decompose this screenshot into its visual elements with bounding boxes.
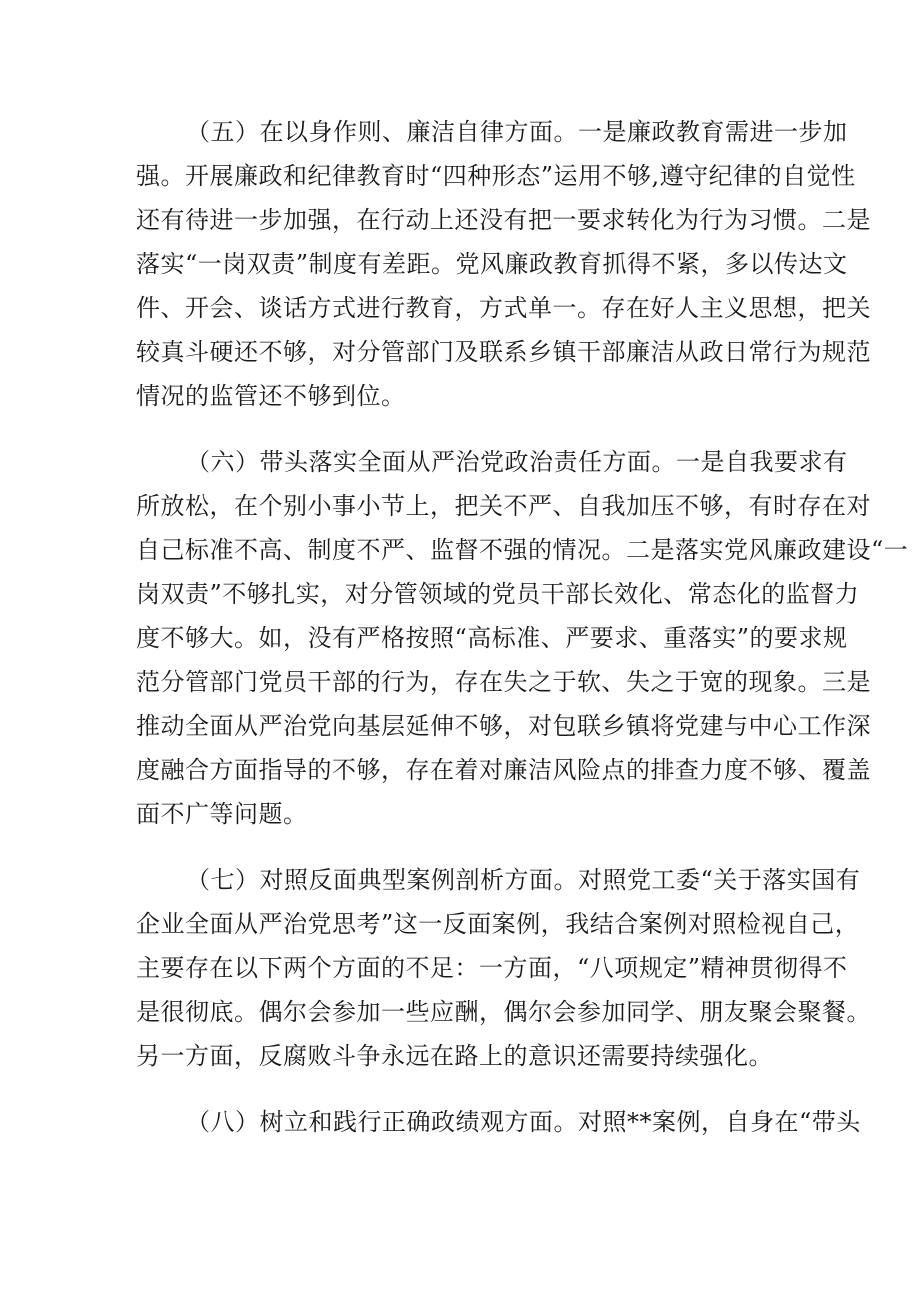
paragraph-spacer xyxy=(136,418,792,440)
paragraph-line: 面不广等问题。 xyxy=(136,800,308,828)
document-body xyxy=(136,110,909,1144)
paragraph-5 xyxy=(136,110,871,418)
paragraph-line: 企业全面从严治党思考”这一反面案例，我结合案例对照检视自己， xyxy=(136,910,860,938)
paragraph-8 xyxy=(136,1100,861,1144)
paragraph-line: 较真斗硬还不够，对分管部门及联系乡镇干部廉洁从政日常行为规范 xyxy=(136,338,871,366)
paragraph-line: 度融合方面指导的不够，存在着对廉洁风险点的排查力度不够、覆盖 xyxy=(136,756,871,784)
paragraph-7 xyxy=(136,858,871,1078)
paragraph-line: 强。开展廉政和纪律教育时“四种形态”运用不够,遵守纪律的自觉性 xyxy=(136,162,856,190)
paragraph-line: （七）对照反面典型案例剖析方面。对照党工委“关于落实国有 xyxy=(186,866,861,894)
paragraph-line: 度不够大。如，没有严格按照“高标准、严要求、重落实”的要求规 xyxy=(136,624,848,652)
paragraph-line: 还有待进一步加强，在行动上还没有把一要求转化为行为习惯。二是 xyxy=(136,206,871,234)
paragraph-line: 自己标准不高、制度不严、监督不强的情况。二是落实党风廉政建设“一 xyxy=(136,536,909,564)
paragraph-line: 情况的监管还不够到位。 xyxy=(136,382,406,410)
paragraph-spacer xyxy=(136,836,792,858)
paragraph-line: 另一方面，反腐败斗争永远在路上的意识还需要持续强化。 xyxy=(136,1042,773,1070)
paragraph-line: 所放松，在个别小事小节上，把关不严、自我加压不够，有时存在对 xyxy=(136,492,871,520)
paragraph-line: 主要存在以下两个方面的不足：一方面，“八项规定”精神贯彻得不 xyxy=(136,954,848,982)
paragraph-line: （八）树立和践行正确政绩观方面。对照**案例，自身在“带头 xyxy=(186,1108,861,1136)
paragraph-line: 范分管部门党员干部的行为，存在失之于软、失之于宽的现象。三是 xyxy=(136,668,871,696)
paragraph-line: 是很彻底。偶尔会参加一些应酬，偶尔会参加同学、朋友聚会聚餐。 xyxy=(136,998,871,1026)
paragraph-line: （五）在以身作则、廉洁自律方面。一是廉政教育需进一步加 xyxy=(186,118,848,146)
paragraph-spacer xyxy=(136,1078,792,1100)
paragraph-line: 推动全面从严治党向基层延伸不够，对包联乡镇将党建与中心工作深 xyxy=(136,712,871,740)
paragraph-line: 岗双责”不够扎实，对分管领域的党员干部长效化、常态化的监督力 xyxy=(136,580,860,608)
paragraph-6 xyxy=(136,440,909,836)
paragraph-line: （六）带头落实全面从严治党政治责任方面。一是自我要求有 xyxy=(186,448,848,476)
paragraph-line: 件、开会、谈话方式进行教育，方式单一。存在好人主义思想，把关 xyxy=(136,294,871,322)
paragraph-line: 落实“一岗双责”制度有差距。党风廉政教育抓得不紧，多以传达文 xyxy=(136,250,848,278)
